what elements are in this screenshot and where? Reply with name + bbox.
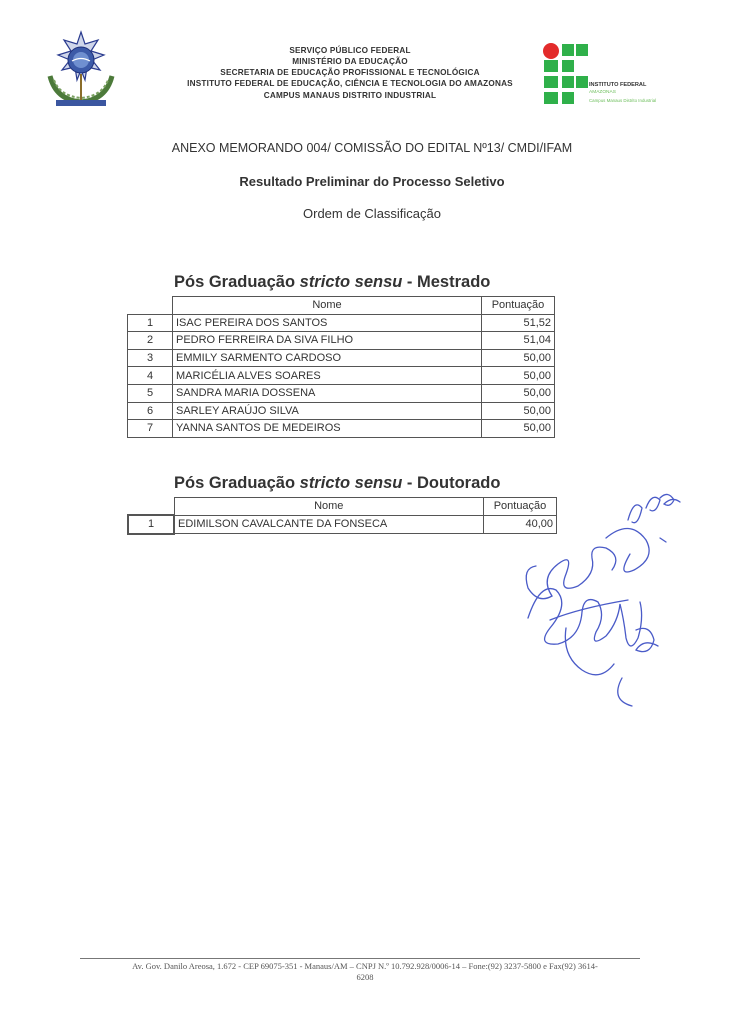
row-name: ISAC PEREIRA DOS SANTOS [173,314,482,332]
row-position: 6 [128,402,173,420]
table-row [128,314,555,332]
row-name: MARICÉLIA ALVES SOARES [173,367,482,385]
row-name: YANNA SANTOS DE MEDEIROS [173,420,482,438]
footer-divider [80,958,640,959]
row-score: 50,00 [482,349,555,367]
row-name: SARLEY ARAÚJO SILVA [173,402,482,420]
order-title: Ordem de Classificação [303,206,441,221]
table-header-row [128,297,555,315]
ifam-logo-campus: Campus Manaus Distrito Industrial [589,98,657,103]
row-score: 51,04 [482,332,555,350]
row-score: 40,00 [484,515,557,534]
doutorado-section-title: Pós Graduação stricto sensu - Doutorado [174,474,501,492]
doutorado-table [127,497,557,535]
footer-line-1: Av. Gov. Danilo Areosa, 1.672 - CEP 69075-351 - Manaus/AM – CNPJ N.º 10.792.928/0006-14 – Fone:(92) 3237-5800 e Fax(92) 3614- [132,961,598,971]
mestrado-table [127,296,555,438]
header-line-instituto: INSTITUTO FEDERAL DE EDUCAÇÃO, CIÊNCIA E TECNOLOGIA DO AMAZONAS [187,79,513,88]
table-row [128,332,555,350]
table-row [128,367,555,385]
row-position: 4 [128,367,173,385]
row-position: 3 [128,349,173,367]
table-row [128,402,555,420]
col-score-header: Pontuação [482,297,555,315]
row-score: 51,52 [482,314,555,332]
row-position: 5 [128,384,173,402]
ifam-logo-label: INSTITUTO FEDERAL [589,82,647,88]
row-name: PEDRO FERREIRA DA SIVA FILHO [173,332,482,350]
row-score: 50,00 [482,402,555,420]
ifam-logo-state: AMAZONAS [589,90,616,95]
row-position: 1 [128,515,174,534]
row-position: 2 [128,332,173,350]
row-score: 50,00 [482,384,555,402]
col-score-header: Pontuação [484,498,557,516]
row-name: EDIMILSON CAVALCANTE DA FONSECA [174,515,484,534]
memo-title: ANEXO MEMORANDO 004/ COMISSÃO DO EDITAL Nº13/ CMDI/IFAM [171,141,573,155]
footer-line-2: 6208 [356,972,374,982]
table-row [128,515,557,534]
col-name-header: Nome [173,297,482,315]
header-line-secretaria: SECRETARIA DE EDUCAÇÃO PROFISSIONAL E TECNOLÓGICA [220,68,480,77]
row-score: 50,00 [482,420,555,438]
handwritten-signature [510,478,690,708]
footer-address [80,961,650,983]
result-title: Resultado Preliminar do Processo Seletivo [239,174,505,189]
ifam-logo-icon [542,42,588,108]
table-header-row [128,498,557,516]
header-line-servico: SERVIÇO PÚBLICO FEDERAL [289,46,411,55]
header-line-campus: CAMPUS MANAUS DISTRITO INDUSTRIAL [263,91,437,100]
table-row [128,349,555,367]
header-line-ministerio: MINISTÉRIO DA EDUCAÇÃO [292,57,408,66]
brasao-coat-of-arms-icon [44,30,118,110]
row-position: 1 [128,314,173,332]
mestrado-section-title: Pós Graduação stricto sensu - Mestrado [174,273,491,291]
table-row [128,420,555,438]
row-position: 7 [128,420,173,438]
col-name-header: Nome [174,498,484,516]
row-score: 50,00 [482,367,555,385]
row-name: EMMILY SARMENTO CARDOSO [173,349,482,367]
table-row [128,384,555,402]
row-name: SANDRA MARIA DOSSENA [173,384,482,402]
